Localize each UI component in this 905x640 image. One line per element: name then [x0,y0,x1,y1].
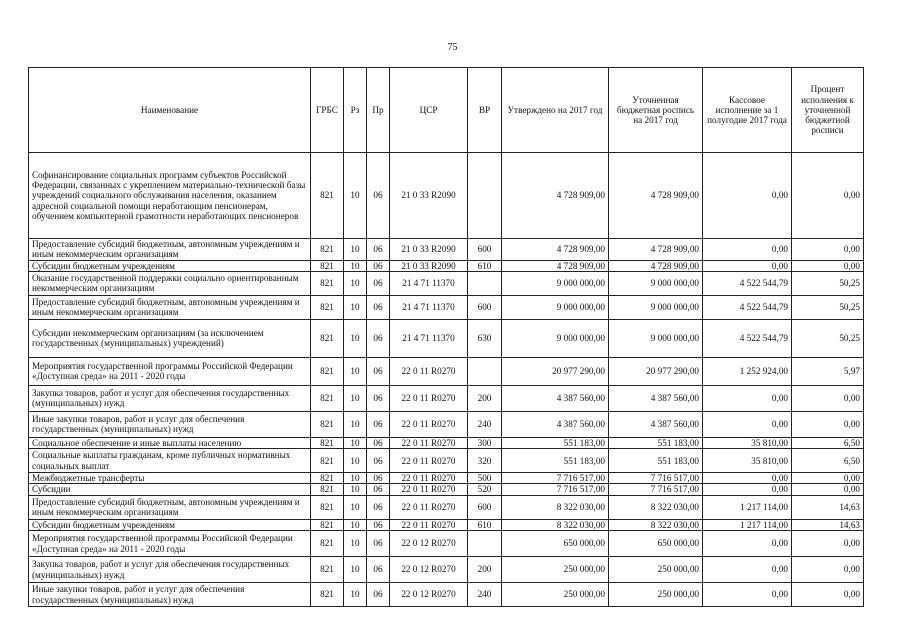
cell-pct: 6,50 [792,449,864,473]
cell-cash: 0,00 [703,385,792,411]
cell-name: Иные закупки товаров, работ и услуг для обеспечения государственных (муниципальных) нужд [29,583,311,607]
cell-approved: 250 000,00 [502,557,609,583]
cell-csr: 22 0 11 R0270 [390,449,468,473]
cell-approved: 8 322 030,00 [502,495,609,519]
cell-pct: 50,25 [792,319,864,357]
header-approved: Утверждено на 2017 год [502,68,609,153]
cell-pr: 06 [367,449,390,473]
cell-cash: 0,00 [703,583,792,607]
cell-grbs: 821 [311,239,344,261]
cell-refined: 650 000,00 [609,531,703,557]
header-pct: Процент исполнения к уточненной бюджетной росписи [792,68,864,153]
cell-refined: 7 716 517,00 [609,473,703,484]
table-row [29,473,864,484]
cell-name: Субсидии некоммерческим организациям (за исключением государственных (муниципальных) учреждений) [29,319,311,357]
cell-rz: 10 [344,437,367,448]
cell-rz: 10 [344,583,367,607]
cell-grbs: 821 [311,260,344,271]
table-row [29,449,864,473]
cell-pr: 06 [367,239,390,261]
cell-pr: 06 [367,295,390,319]
cell-refined: 9 000 000,00 [609,319,703,357]
cell-rz: 10 [344,385,367,411]
cell-rz: 10 [344,357,367,385]
cell-name: Софинансирование социальных программ субъектов Российской Федерации, связанных с укреплением материально-технической базы учреждений социального обслуживания населения, оказанием адресной социальной помощи неработающим пенсионерам, обучением компьютерной грамотности неработающих пенсионеров [29,153,311,239]
table-row [29,357,864,385]
cell-vr: 630 [468,319,502,357]
cell-refined: 8 322 030,00 [609,519,703,530]
table-body [29,153,864,607]
cell-vr: 610 [468,519,502,530]
header-pr: Пр [367,68,390,153]
cell-name: Мероприятия государственной программы Российской Федерации «Доступная среда» на 2011 - 2020 годы [29,531,311,557]
cell-csr: 22 0 12 R0270 [390,557,468,583]
cell-name: Предоставление субсидий бюджетным, автономным учреждениям и иным некоммерческим организациям [29,239,311,261]
cell-approved: 4 728 909,00 [502,239,609,261]
cell-pct: 0,00 [792,583,864,607]
table-row [29,519,864,530]
cell-rz: 10 [344,495,367,519]
cell-refined: 250 000,00 [609,557,703,583]
cell-approved: 250 000,00 [502,583,609,607]
cell-name: Субсидии бюджетным учреждениям [29,519,311,530]
cell-rz: 10 [344,449,367,473]
table-row [29,495,864,519]
page-number: 75 [447,42,458,53]
cell-rz: 10 [344,260,367,271]
cell-cash: 0,00 [703,484,792,495]
cell-refined: 4 387 560,00 [609,411,703,437]
header-vr: ВР [468,68,502,153]
cell-vr: 520 [468,484,502,495]
cell-rz: 10 [344,484,367,495]
cell-grbs: 821 [311,271,344,295]
cell-name: Субсидии бюджетным учреждениям [29,260,311,271]
cell-vr: 610 [468,260,502,271]
cell-grbs: 821 [311,473,344,484]
cell-rz: 10 [344,473,367,484]
cell-vr: 200 [468,557,502,583]
cell-vr [468,271,502,295]
header-name: Наименование [29,68,311,153]
cell-approved: 551 183,00 [502,437,609,448]
header-cash: Кассовое исполнение за 1 полугодие 2017 года [703,68,792,153]
cell-refined: 4 728 909,00 [609,260,703,271]
cell-pr: 06 [367,484,390,495]
cell-pct: 0,00 [792,484,864,495]
cell-rz: 10 [344,531,367,557]
cell-cash: 0,00 [703,239,792,261]
cell-csr: 22 0 11 R0270 [390,473,468,484]
cell-approved: 9 000 000,00 [502,319,609,357]
cell-grbs: 821 [311,583,344,607]
cell-pr: 06 [367,437,390,448]
cell-refined: 8 322 030,00 [609,495,703,519]
cell-pct: 50,25 [792,271,864,295]
cell-grbs: 821 [311,495,344,519]
cell-pct: 0,00 [792,531,864,557]
cell-pr: 06 [367,473,390,484]
cell-approved: 4 387 560,00 [502,411,609,437]
cell-cash: 1 252 924,00 [703,357,792,385]
cell-csr: 22 0 11 R0270 [390,357,468,385]
cell-approved: 551 183,00 [502,449,609,473]
cell-refined: 9 000 000,00 [609,295,703,319]
cell-approved: 4 728 909,00 [502,153,609,239]
table-header-row [29,68,864,153]
cell-grbs: 821 [311,519,344,530]
cell-cash: 0,00 [703,557,792,583]
cell-name: Предоставление субсидий бюджетным, автономным учреждениям и иным некоммерческим организациям [29,295,311,319]
cell-approved: 7 716 517,00 [502,484,609,495]
header-refined: Уточненная бюджетная роспись на 2017 год [609,68,703,153]
cell-refined: 4 387 560,00 [609,385,703,411]
table-row [29,437,864,448]
cell-grbs: 821 [311,295,344,319]
cell-rz: 10 [344,519,367,530]
cell-name: Закупка товаров, работ и услуг для обеспечения государственных (муниципальных) нужд [29,557,311,583]
cell-pct: 0,00 [792,411,864,437]
cell-csr: 22 0 11 R0270 [390,484,468,495]
cell-pr: 06 [367,319,390,357]
cell-pct: 0,00 [792,153,864,239]
cell-vr [468,531,502,557]
cell-csr: 22 0 11 R0270 [390,437,468,448]
cell-grbs: 821 [311,153,344,239]
cell-cash: 35 810,00 [703,449,792,473]
cell-vr: 600 [468,239,502,261]
cell-grbs: 821 [311,484,344,495]
header-rz: Рз [344,68,367,153]
cell-pct: 0,00 [792,473,864,484]
cell-grbs: 821 [311,449,344,473]
cell-grbs: 821 [311,319,344,357]
cell-approved: 4 728 909,00 [502,260,609,271]
cell-cash: 0,00 [703,473,792,484]
cell-csr: 21 4 71 11370 [390,295,468,319]
cell-rz: 10 [344,411,367,437]
cell-cash: 4 522 544,79 [703,271,792,295]
cell-grbs: 821 [311,437,344,448]
table-row [29,385,864,411]
cell-pct: 6,50 [792,437,864,448]
cell-csr: 22 0 11 R0270 [390,495,468,519]
cell-grbs: 821 [311,531,344,557]
cell-refined: 9 000 000,00 [609,271,703,295]
cell-csr: 21 4 71 11370 [390,319,468,357]
cell-name: Субсидии [29,484,311,495]
table-row [29,319,864,357]
cell-cash: 0,00 [703,153,792,239]
cell-cash: 1 217 114,00 [703,519,792,530]
cell-pr: 06 [367,583,390,607]
cell-pr: 06 [367,385,390,411]
cell-csr: 21 0 33 R2090 [390,260,468,271]
table-row [29,239,864,261]
cell-grbs: 821 [311,411,344,437]
cell-pct: 50,25 [792,295,864,319]
cell-pct: 0,00 [792,385,864,411]
cell-vr: 240 [468,583,502,607]
cell-refined: 250 000,00 [609,583,703,607]
table-row [29,153,864,239]
table-row [29,260,864,271]
header-csr: ЦСР [390,68,468,153]
cell-vr: 320 [468,449,502,473]
cell-name: Оказание государственной поддержки социально ориентированным некоммерческим организациям [29,271,311,295]
cell-cash: 35 810,00 [703,437,792,448]
cell-refined: 4 728 909,00 [609,239,703,261]
cell-approved: 20 977 290,00 [502,357,609,385]
cell-approved: 7 716 517,00 [502,473,609,484]
cell-pr: 06 [367,271,390,295]
header-grbs: ГРБС [311,68,344,153]
cell-vr [468,357,502,385]
cell-approved: 9 000 000,00 [502,271,609,295]
cell-refined: 20 977 290,00 [609,357,703,385]
cell-name: Межбюджетные трансферты [29,473,311,484]
cell-pct: 0,00 [792,260,864,271]
cell-pr: 06 [367,557,390,583]
cell-name: Иные закупки товаров, работ и услуг для обеспечения государственных (муниципальных) нужд [29,411,311,437]
cell-cash: 1 217 114,00 [703,495,792,519]
cell-cash: 0,00 [703,411,792,437]
cell-grbs: 821 [311,357,344,385]
cell-name: Социальные выплаты гражданам, кроме публичных нормативных социальных выплат [29,449,311,473]
cell-vr [468,153,502,239]
cell-rz: 10 [344,271,367,295]
cell-pr: 06 [367,531,390,557]
table-row [29,411,864,437]
cell-cash: 0,00 [703,260,792,271]
table-row [29,583,864,607]
table-row [29,295,864,319]
cell-csr: 22 0 11 R0270 [390,519,468,530]
cell-name: Социальное обеспечение и иные выплаты населению [29,437,311,448]
cell-vr: 500 [468,473,502,484]
cell-vr: 240 [468,411,502,437]
cell-pct: 0,00 [792,557,864,583]
cell-name: Закупка товаров, работ и услуг для обеспечения государственных (муниципальных) нужд [29,385,311,411]
cell-csr: 22 0 12 R0270 [390,583,468,607]
cell-pr: 06 [367,260,390,271]
cell-refined: 551 183,00 [609,449,703,473]
cell-csr: 21 0 33 R2090 [390,239,468,261]
cell-pct: 5,97 [792,357,864,385]
cell-csr: 21 0 33 R2090 [390,153,468,239]
cell-pct: 14,63 [792,495,864,519]
cell-approved: 9 000 000,00 [502,295,609,319]
cell-pr: 06 [367,495,390,519]
cell-csr: 22 0 11 R0270 [390,411,468,437]
cell-grbs: 821 [311,557,344,583]
cell-csr: 22 0 12 R0270 [390,531,468,557]
budget-execution-table [28,67,864,607]
cell-rz: 10 [344,295,367,319]
table-row [29,531,864,557]
cell-pr: 06 [367,153,390,239]
cell-csr: 21 4 71 11370 [390,271,468,295]
table-row [29,484,864,495]
cell-pr: 06 [367,357,390,385]
cell-refined: 551 183,00 [609,437,703,448]
cell-vr: 600 [468,295,502,319]
cell-grbs: 821 [311,385,344,411]
cell-rz: 10 [344,153,367,239]
table-row [29,271,864,295]
cell-csr: 22 0 11 R0270 [390,385,468,411]
cell-rz: 10 [344,239,367,261]
cell-approved: 8 322 030,00 [502,519,609,530]
cell-approved: 650 000,00 [502,531,609,557]
cell-refined: 7 716 517,00 [609,484,703,495]
cell-refined: 4 728 909,00 [609,153,703,239]
cell-pct: 0,00 [792,239,864,261]
cell-cash: 4 522 544,79 [703,295,792,319]
cell-pct: 14,63 [792,519,864,530]
cell-name: Предоставление субсидий бюджетным, автономным учреждениям и иным некоммерческим организациям [29,495,311,519]
cell-vr: 600 [468,495,502,519]
cell-rz: 10 [344,557,367,583]
cell-rz: 10 [344,319,367,357]
cell-vr: 200 [468,385,502,411]
cell-cash: 0,00 [703,531,792,557]
cell-pr: 06 [367,519,390,530]
cell-approved: 4 387 560,00 [502,385,609,411]
cell-cash: 4 522 544,79 [703,319,792,357]
table-row [29,557,864,583]
cell-pr: 06 [367,411,390,437]
cell-vr: 300 [468,437,502,448]
cell-name: Мероприятия государственной программы Российской Федерации «Доступная среда» на 2011 - 2020 годы [29,357,311,385]
